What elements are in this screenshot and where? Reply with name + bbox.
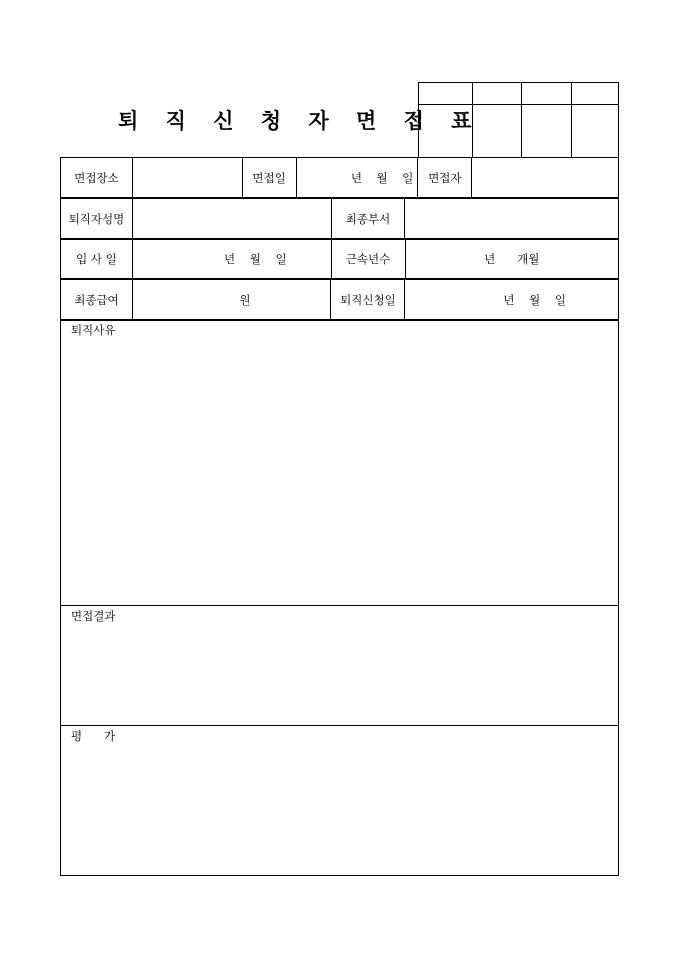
service-years-field[interactable]: 년 개월 <box>405 239 619 280</box>
join-date-label: 입 사 일 <box>61 239 133 280</box>
interview-result-section[interactable] <box>60 605 619 726</box>
approval-header-4 <box>572 83 619 105</box>
interviewer-label: 면접자 <box>418 158 472 199</box>
final-dept-label: 최종부서 <box>331 198 405 240</box>
interview-date-field[interactable]: 년 월 일 <box>296 158 418 199</box>
page-title: 퇴 직 신 청 자 면 접 표 <box>118 108 482 133</box>
approval-sign-4[interactable] <box>572 105 619 158</box>
info-row-3 <box>60 238 619 280</box>
interview-place-label: 면접장소 <box>61 158 133 199</box>
approval-table <box>418 82 619 158</box>
interview-date-label: 면접일 <box>242 158 296 199</box>
request-date-field[interactable]: 년 월 일 <box>405 279 619 321</box>
retiree-name-field[interactable] <box>132 198 331 240</box>
retiree-name-label: 퇴직자성명 <box>61 198 133 240</box>
final-dept-field[interactable] <box>405 198 619 240</box>
info-row-4 <box>60 278 619 321</box>
interviewer-field[interactable] <box>472 158 619 199</box>
approval-sign-3[interactable] <box>522 105 572 158</box>
retirement-reason-label: 퇴직사유 <box>71 323 116 337</box>
request-date-label: 퇴직신청일 <box>331 279 405 321</box>
join-date-field[interactable]: 년 월 일 <box>132 239 331 280</box>
final-salary-field[interactable]: 원 <box>132 279 331 321</box>
interview-place-field[interactable] <box>132 158 242 199</box>
info-row-1 <box>60 157 619 199</box>
evaluation-section[interactable] <box>60 725 619 876</box>
evaluation-label: 평 가 <box>71 729 116 743</box>
interview-result-label: 면접결과 <box>71 609 116 623</box>
service-years-label: 근속년수 <box>331 239 405 280</box>
approval-header-3 <box>522 83 572 105</box>
approval-header-1 <box>419 83 473 105</box>
approval-sign-1[interactable] <box>419 105 473 158</box>
approval-header-2 <box>472 83 522 105</box>
approval-sign-2[interactable] <box>472 105 522 158</box>
retirement-reason-section[interactable] <box>60 319 619 606</box>
info-row-2 <box>60 197 619 240</box>
final-salary-label: 최종급여 <box>61 279 133 321</box>
